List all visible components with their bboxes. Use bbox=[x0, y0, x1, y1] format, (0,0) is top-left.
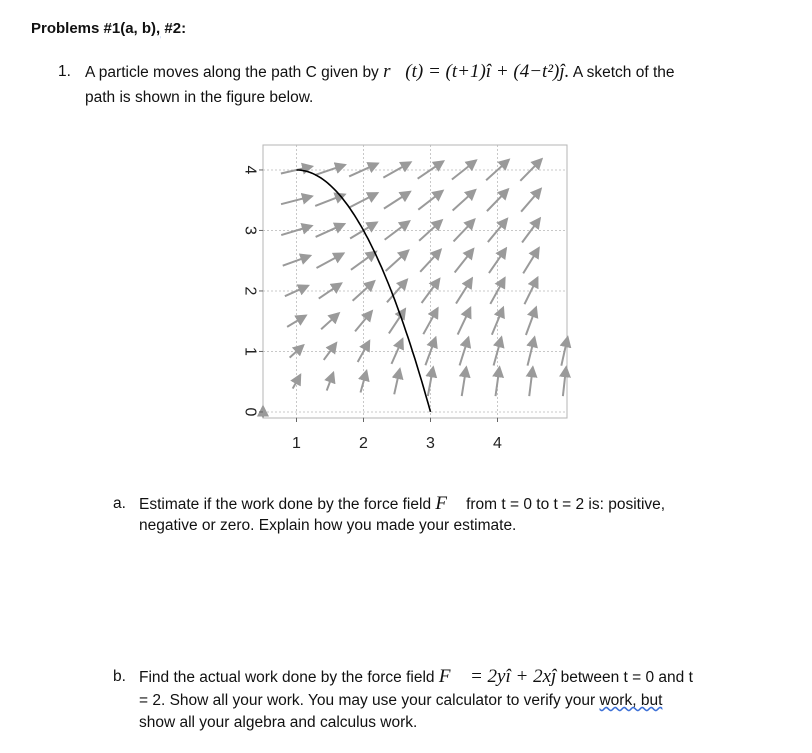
part-b-line2-underlined: work, but bbox=[599, 692, 663, 709]
x-tick-label: 2 bbox=[359, 435, 368, 452]
field-arrow bbox=[384, 192, 410, 209]
part-a-label: a. bbox=[113, 495, 126, 512]
problem-1-text-before: A particle moves along the path C given by bbox=[85, 64, 379, 81]
field-arrow bbox=[428, 367, 433, 396]
field-arrow bbox=[420, 250, 441, 272]
y-tick-label: 2 bbox=[241, 286, 259, 296]
path-equation: r⃗(t) = (t+1)î + (4−t²)ĵ. bbox=[383, 61, 570, 82]
x-tick-labels bbox=[292, 435, 502, 452]
field-arrow bbox=[324, 343, 336, 360]
field-arrow bbox=[455, 249, 474, 273]
x-tick-label: 1 bbox=[292, 435, 301, 452]
field-arrow bbox=[462, 367, 467, 396]
plot-grid bbox=[263, 145, 567, 418]
field-arrow bbox=[487, 189, 508, 211]
field-arrow bbox=[317, 253, 344, 268]
problem-1-line2: path is shown in the figure below. bbox=[85, 89, 314, 106]
part-b-text-before: Find the actual work done by the force field bbox=[139, 669, 435, 686]
field-arrow bbox=[496, 367, 500, 396]
field-arrow bbox=[394, 369, 400, 394]
field-arrow bbox=[319, 283, 342, 298]
field-arrow bbox=[529, 367, 533, 396]
problem-1-number: 1. bbox=[58, 63, 71, 80]
field-arrow bbox=[526, 307, 536, 335]
heading-comma: , bbox=[156, 20, 161, 37]
vector-field-figure bbox=[230, 140, 575, 480]
page-heading bbox=[31, 20, 186, 37]
field-arrows bbox=[263, 159, 568, 417]
y-tick-label: 1 bbox=[241, 346, 259, 356]
field-arrow bbox=[521, 189, 541, 212]
part-b-line2 bbox=[139, 689, 662, 713]
field-arrow bbox=[453, 190, 476, 211]
force-equation: F⃗ = 2yî + 2xĵ bbox=[438, 666, 557, 687]
part-b-label: b. bbox=[113, 668, 126, 685]
force-symbol: F⃗ bbox=[435, 493, 462, 514]
field-arrow bbox=[563, 367, 566, 396]
problem-1-text bbox=[85, 60, 675, 85]
plot-frame bbox=[263, 145, 567, 418]
part-b-line3: show all your algebra and calculus work. bbox=[139, 714, 418, 731]
field-arrow bbox=[523, 248, 539, 273]
y-tick-label: 3 bbox=[241, 225, 259, 235]
y-tick-labels bbox=[242, 165, 259, 416]
field-arrow bbox=[327, 373, 334, 391]
part-a-text-before: Estimate if the work done by the force field bbox=[139, 496, 432, 513]
x-tick-label: 4 bbox=[493, 435, 502, 452]
x-tick-label: 3 bbox=[426, 435, 435, 452]
field-arrow bbox=[456, 278, 472, 303]
heading-suffix: #2: bbox=[160, 20, 187, 37]
y-tick-label: 4 bbox=[241, 165, 259, 175]
field-arrow bbox=[321, 313, 339, 329]
part-b-line1 bbox=[139, 665, 693, 690]
field-arrow bbox=[458, 308, 471, 335]
y-tick-label: 0 bbox=[241, 407, 259, 417]
part-b-text-after: between t = 0 and t bbox=[560, 669, 693, 686]
field-arrow bbox=[386, 250, 409, 271]
heading-prefix: Problems #1(a, b) bbox=[31, 20, 157, 37]
part-a-line2: negative or zero. Explain how you made your estimate. bbox=[139, 517, 517, 534]
part-a-text-after: from t = 0 to t = 2 is: positive, bbox=[466, 496, 666, 513]
part-b-line2-text: = 2. Show all your work. You may use your calculator to verify your bbox=[139, 692, 600, 709]
problem-1-text-after: A sketch of the bbox=[572, 64, 675, 81]
